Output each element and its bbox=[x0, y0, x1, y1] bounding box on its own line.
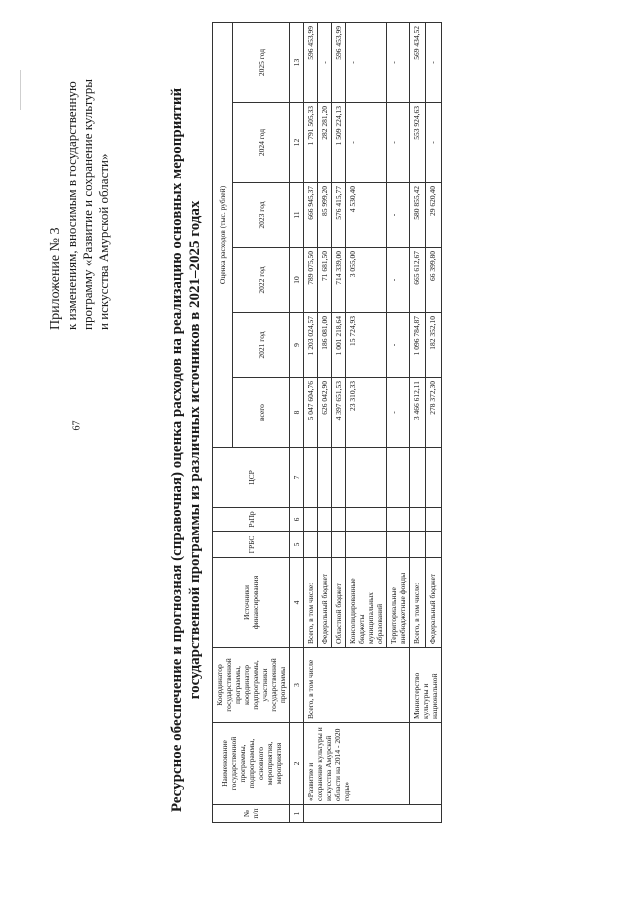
y2023-cell: 666 945,37 bbox=[304, 183, 318, 248]
y2025-cell: 569 434,52 bbox=[410, 22, 426, 102]
source-cell: Территориальные внебюджетные фонды bbox=[387, 558, 410, 648]
y2024-cell: - bbox=[346, 103, 387, 183]
header-source: Источники финансирования bbox=[213, 558, 290, 648]
colnum-4: 4 bbox=[290, 558, 304, 648]
document-title-line2: государственной программы из различных источников в 2021–2025 годах bbox=[187, 200, 203, 700]
document-title-line1: Ресурсное обеспечение и прогнозная (справочная) оценка расходов на реализацию основных мероприятий bbox=[169, 87, 185, 813]
y2021-cell: 182 352,10 bbox=[426, 313, 442, 378]
colnum-13: 13 bbox=[290, 22, 304, 102]
colnum-5: 5 bbox=[290, 532, 304, 558]
colnum-1: 1 bbox=[290, 805, 304, 823]
table-row bbox=[410, 22, 426, 822]
source-cell: Консолидированные бюджеты муниципальных образований bbox=[346, 558, 387, 648]
source-cell: Федеральный бюджет bbox=[426, 558, 442, 648]
header-2022: 2022 год bbox=[233, 248, 290, 313]
page-number: 67 bbox=[71, 420, 83, 431]
y2023-cell: - bbox=[387, 183, 410, 248]
appendix-note bbox=[48, 70, 112, 330]
total-cell: 626 042,90 bbox=[318, 378, 332, 448]
colnum-7: 7 bbox=[290, 448, 304, 508]
y2021-cell: - bbox=[387, 313, 410, 378]
header-2025: 2025 год bbox=[233, 22, 290, 102]
y2021-cell: 1 096 784,87 bbox=[410, 313, 426, 378]
y2022-cell: 665 612,67 bbox=[410, 248, 426, 313]
y2024-cell: 1 791 505,33 bbox=[304, 103, 318, 183]
program-name: «Развитие и сохранение культуры и искусства Амурской области на 2014 - 2020 годы» bbox=[304, 723, 410, 805]
y2025-cell: - bbox=[426, 22, 442, 102]
y2022-cell: 714 339,00 bbox=[332, 248, 346, 313]
table-row bbox=[304, 22, 318, 822]
y2021-cell: 1 001 218,64 bbox=[332, 313, 346, 378]
header-rzpr: РзПр bbox=[213, 508, 290, 532]
colnum-10: 10 bbox=[290, 248, 304, 313]
total-cell: 3 466 612,11 bbox=[410, 378, 426, 448]
program-coordinator: Всего, в том числе bbox=[304, 648, 410, 723]
appendix-text: к изменениям, вносимым в государственную программу «Развитие и сохранение культуры и искусства Амурской области» bbox=[64, 79, 111, 330]
y2023-cell: 576 415,77 bbox=[332, 183, 346, 248]
y2024-cell: - bbox=[387, 103, 410, 183]
document-title bbox=[168, 15, 204, 885]
y2024-cell: 1 509 224,13 bbox=[332, 103, 346, 183]
total-cell: 5 047 604,76 bbox=[304, 378, 318, 448]
header-estimate: Оценка расходов (тыс. рублей) bbox=[213, 22, 233, 447]
y2023-cell: 85 999,20 bbox=[318, 183, 332, 248]
program-name-continued bbox=[410, 723, 442, 805]
total-cell: - bbox=[387, 378, 410, 448]
source-cell: Всего, в том числе: bbox=[410, 558, 426, 648]
header-row bbox=[213, 22, 233, 822]
y2025-cell: - bbox=[346, 22, 387, 102]
header-num: № п/п bbox=[213, 805, 290, 823]
y2025-cell: 596 453,99 bbox=[304, 22, 318, 102]
y2021-cell: 15 724,93 bbox=[346, 313, 387, 378]
header-coordinator: Координатор государственной программы, координатор подпрограммы, участники государственной программы bbox=[213, 648, 290, 723]
row-number bbox=[304, 805, 442, 823]
y2024-cell: - bbox=[426, 103, 442, 183]
y2022-cell: 66 399,80 bbox=[426, 248, 442, 313]
y2022-cell: 3 055,00 bbox=[346, 248, 387, 313]
y2022-cell: 789 075,50 bbox=[304, 248, 318, 313]
y2025-cell: 596 453,99 bbox=[332, 22, 346, 102]
colnum-9: 9 bbox=[290, 313, 304, 378]
y2021-cell: 186 081,00 bbox=[318, 313, 332, 378]
source-cell: Федеральный бюджет bbox=[318, 558, 332, 648]
header-2024: 2024 год bbox=[233, 103, 290, 183]
y2023-cell: 580 855,42 bbox=[410, 183, 426, 248]
source-cell: Всего, в том числе: bbox=[304, 558, 318, 648]
total-cell: 23 310,33 bbox=[346, 378, 387, 448]
y2025-cell: - bbox=[318, 22, 332, 102]
colnum-11: 11 bbox=[290, 183, 304, 248]
total-cell: 278 372,30 bbox=[426, 378, 442, 448]
y2023-cell: 4 530,40 bbox=[346, 183, 387, 248]
header-name: Наименование государственной программы, подпрограммы, основного мероприятия, мероприятия bbox=[213, 723, 290, 805]
y2023-cell: 29 620,40 bbox=[426, 183, 442, 248]
header-2023: 2023 год bbox=[233, 183, 290, 248]
y2025-cell: - bbox=[387, 22, 410, 102]
y2021-cell: 1 203 024,57 bbox=[304, 313, 318, 378]
colnum-8: 8 bbox=[290, 378, 304, 448]
ministry-coordinator: Министерство культуры и национальной bbox=[410, 648, 442, 723]
colnum-3: 3 bbox=[290, 648, 304, 723]
y2024-cell: 282 281,20 bbox=[318, 103, 332, 183]
header-grbs: ГРБС bbox=[213, 532, 290, 558]
column-number-row bbox=[290, 22, 304, 822]
header-total: всего bbox=[233, 378, 290, 448]
y2022-cell: 71 681,50 bbox=[318, 248, 332, 313]
source-cell: Областной бюджет bbox=[332, 558, 346, 648]
colnum-12: 12 bbox=[290, 103, 304, 183]
y2024-cell: 553 924,63 bbox=[410, 103, 426, 183]
colnum-6: 6 bbox=[290, 508, 304, 532]
rotated-document-sheet bbox=[20, 15, 620, 885]
header-csr: ЦСР bbox=[213, 448, 290, 508]
colnum-2: 2 bbox=[290, 723, 304, 805]
header-2021: 2021 год bbox=[233, 313, 290, 378]
appendix-title: Приложение № 3 bbox=[48, 227, 63, 330]
expenses-table bbox=[212, 22, 442, 823]
total-cell: 4 397 651,53 bbox=[332, 378, 346, 448]
y2022-cell: - bbox=[387, 248, 410, 313]
